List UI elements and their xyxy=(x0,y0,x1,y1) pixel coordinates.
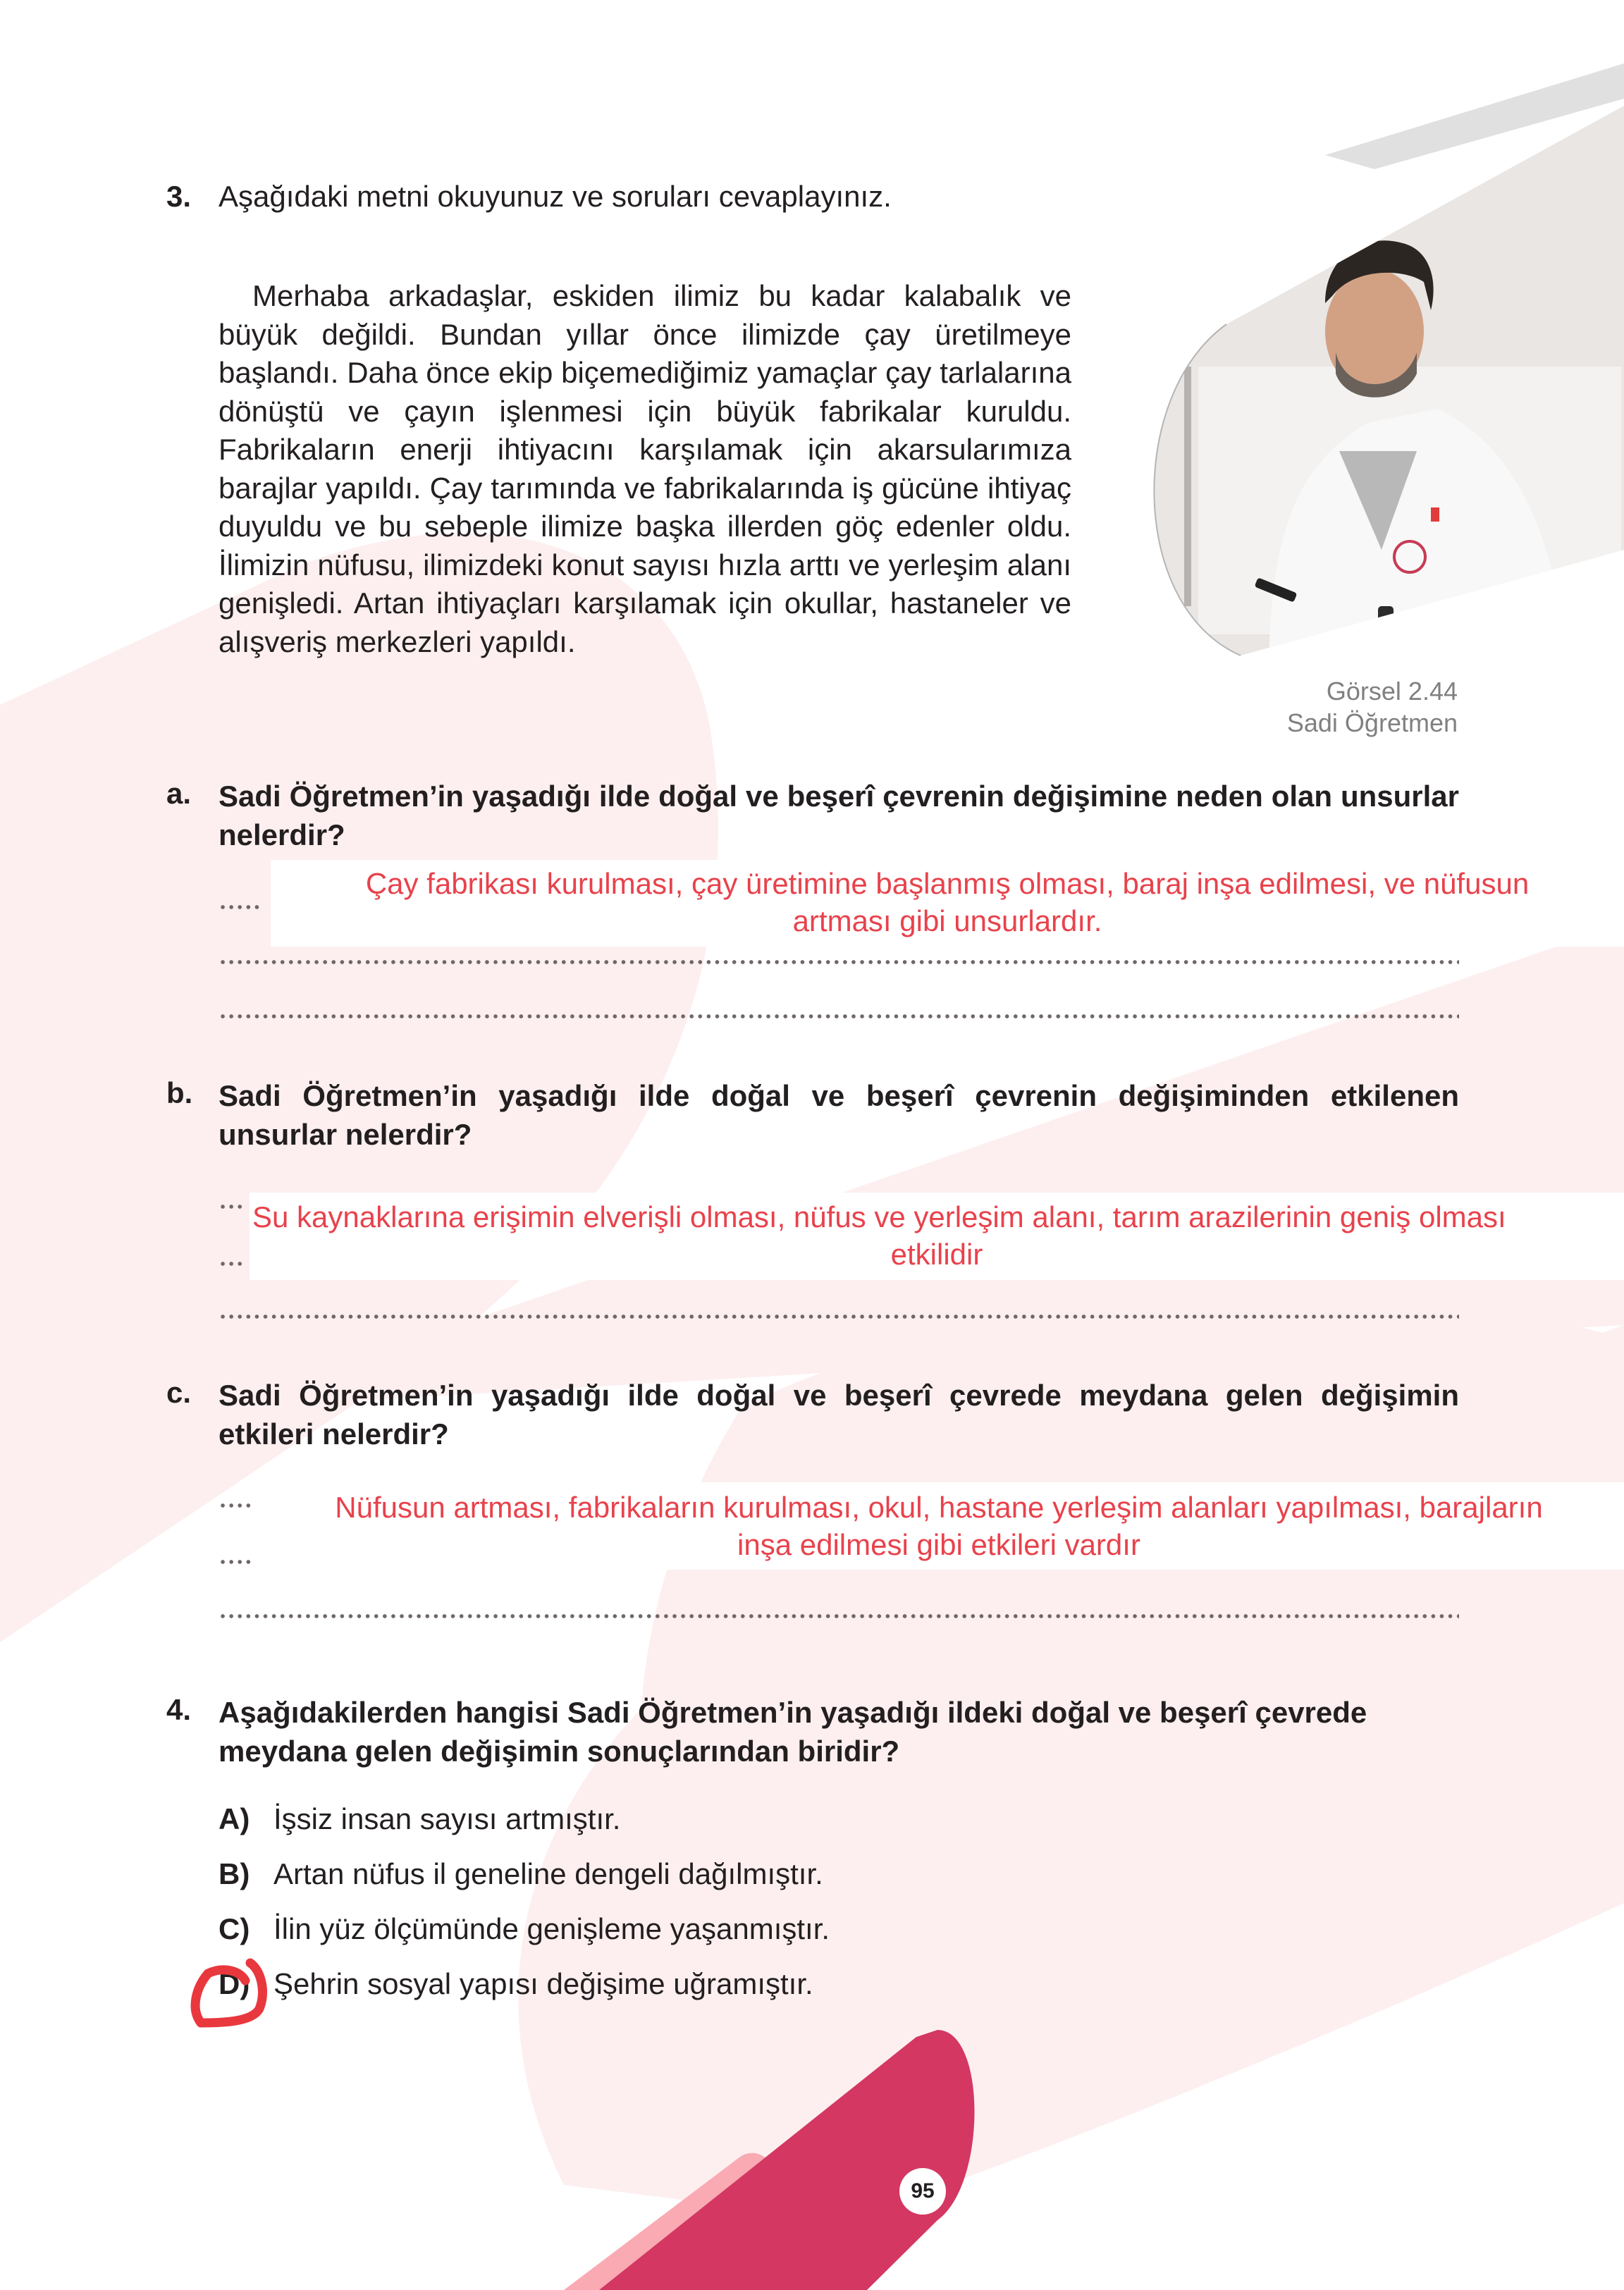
page-number: 95 xyxy=(899,2168,946,2215)
figure-title: Sadi Öğretmen xyxy=(1286,708,1458,737)
answer-dots-c1 xyxy=(219,1503,252,1508)
answer-c-line1: Nüfusun artması, fabrikaların kurulması, okul, hastane yerleşim alanları yapılması, barajların xyxy=(335,1491,1543,1524)
sub-question-b-label: b. xyxy=(166,1076,193,1109)
sub-question-a-text: Sadi Öğretmen’in yaşadığı ilde doğal ve beşerî çevrenin değişimine neden olan unsurlar nelerdir? xyxy=(219,780,1459,851)
option-a-letter: A) xyxy=(219,1802,250,1835)
option-d[interactable] xyxy=(219,1967,813,2001)
option-b-text: Artan nüfus il geneline dengeli dağılmıştır. xyxy=(273,1857,823,1890)
sub-question-a-label: a. xyxy=(166,777,192,810)
option-d-letter: D) xyxy=(219,1967,250,2000)
answer-dots-b2 xyxy=(219,1262,244,1266)
answer-dots-a3 xyxy=(219,1014,1459,1018)
option-d-text: Şehrin sosyal yapısı değişime uğramıştır. xyxy=(273,1967,813,2000)
selected-answer-circle-icon xyxy=(183,1952,282,2037)
passage-text: Merhaba arkadaşlar, eskiden ilimiz bu kadar kalabalık ve büyük değildi. Bundan yıllar önce ilimizde çay üretilmeye başlandı. Daha önce ekip biçemediğimiz yamaçlar çay tarlalarına dönüştü ve çayın işlenmesi için büyük fabrikalar kuruldu. Fabrikaların enerji ihtiyacını karşılamak için akarsularımıza barajlar yapıldı. Çay tarımında ve fabrikalarında iş gücüne ihtiyaç duyuldu ve bu sebeple ilimize başka illerden göç edenler oldu. İlimizin nüfusu, ilimizdeki konut sayısı hızla arttı ve yerleşim alanı genişledi. Artan ihtiyaçları karşılamak için okullar, hastaneler ve alışveriş merkezleri yapıldı. xyxy=(219,279,1071,658)
figure-number: Görsel 2.44 xyxy=(1326,677,1458,706)
sub-question-b-text: Sadi Öğretmen’in yaşadığı ilde doğal ve beşerî çevrenin değişiminden etkilenen unsurlar nelerdir? xyxy=(219,1079,1459,1151)
answer-b-line2: etkilidir xyxy=(890,1238,983,1271)
option-a-text: İşsiz insan sayısı artmıştır. xyxy=(273,1802,621,1835)
answer-a-line2: artması gibi unsurlardır. xyxy=(792,904,1102,937)
answer-dots-b3 xyxy=(219,1315,1459,1319)
answer-dots-c3 xyxy=(219,1614,1459,1618)
option-c-text: İlin yüz ölçümünde genişleme yaşanmıştır. xyxy=(273,1912,830,1945)
option-c[interactable] xyxy=(219,1912,830,1946)
question-4-number: 4. xyxy=(166,1693,192,1726)
answer-dots-a2 xyxy=(219,960,1459,964)
answer-dots-c2 xyxy=(219,1560,252,1564)
sub-question-c-text: Sadi Öğretmen’in yaşadığı ilde doğal ve beşerî çevrede meydana gelen değişimin etkileri nelerdir? xyxy=(219,1379,1459,1451)
answer-dots-b1 xyxy=(219,1205,244,1209)
answer-b-line1: Su kaynaklarına erişimin elverişli olması, nüfus ve yerleşim alanı, tarım arazilerinin geniş olması xyxy=(252,1200,1506,1233)
question-3-number: 3. xyxy=(166,180,192,213)
option-a[interactable] xyxy=(219,1802,620,1836)
figure-caption xyxy=(1287,675,1458,739)
question-4-text: Aşağıdakilerden hangisi Sadi Öğretmen’in yaşadığı ildeki doğal ve beşerî çevrede meydana gelen değişimin sonuçlarından biridir? xyxy=(219,1696,1367,1768)
answer-a-line1: Çay fabrikası kurulması, çay üretimine başlanmış olması, baraj inşa edilmesi, ve nüfusun xyxy=(365,867,1530,900)
option-b-letter: B) xyxy=(219,1857,250,1890)
answer-dots-a1 xyxy=(219,905,261,909)
sub-question-c-label: c. xyxy=(166,1376,192,1409)
option-b[interactable] xyxy=(219,1857,823,1891)
answer-c-line2: inşa edilmesi gibi etkileri vardır xyxy=(737,1528,1140,1561)
reading-passage xyxy=(219,277,1071,661)
question-3-instruction: Aşağıdaki metni okuyunuz ve soruları cevaplayınız. xyxy=(219,180,892,213)
option-c-letter: C) xyxy=(219,1912,250,1945)
